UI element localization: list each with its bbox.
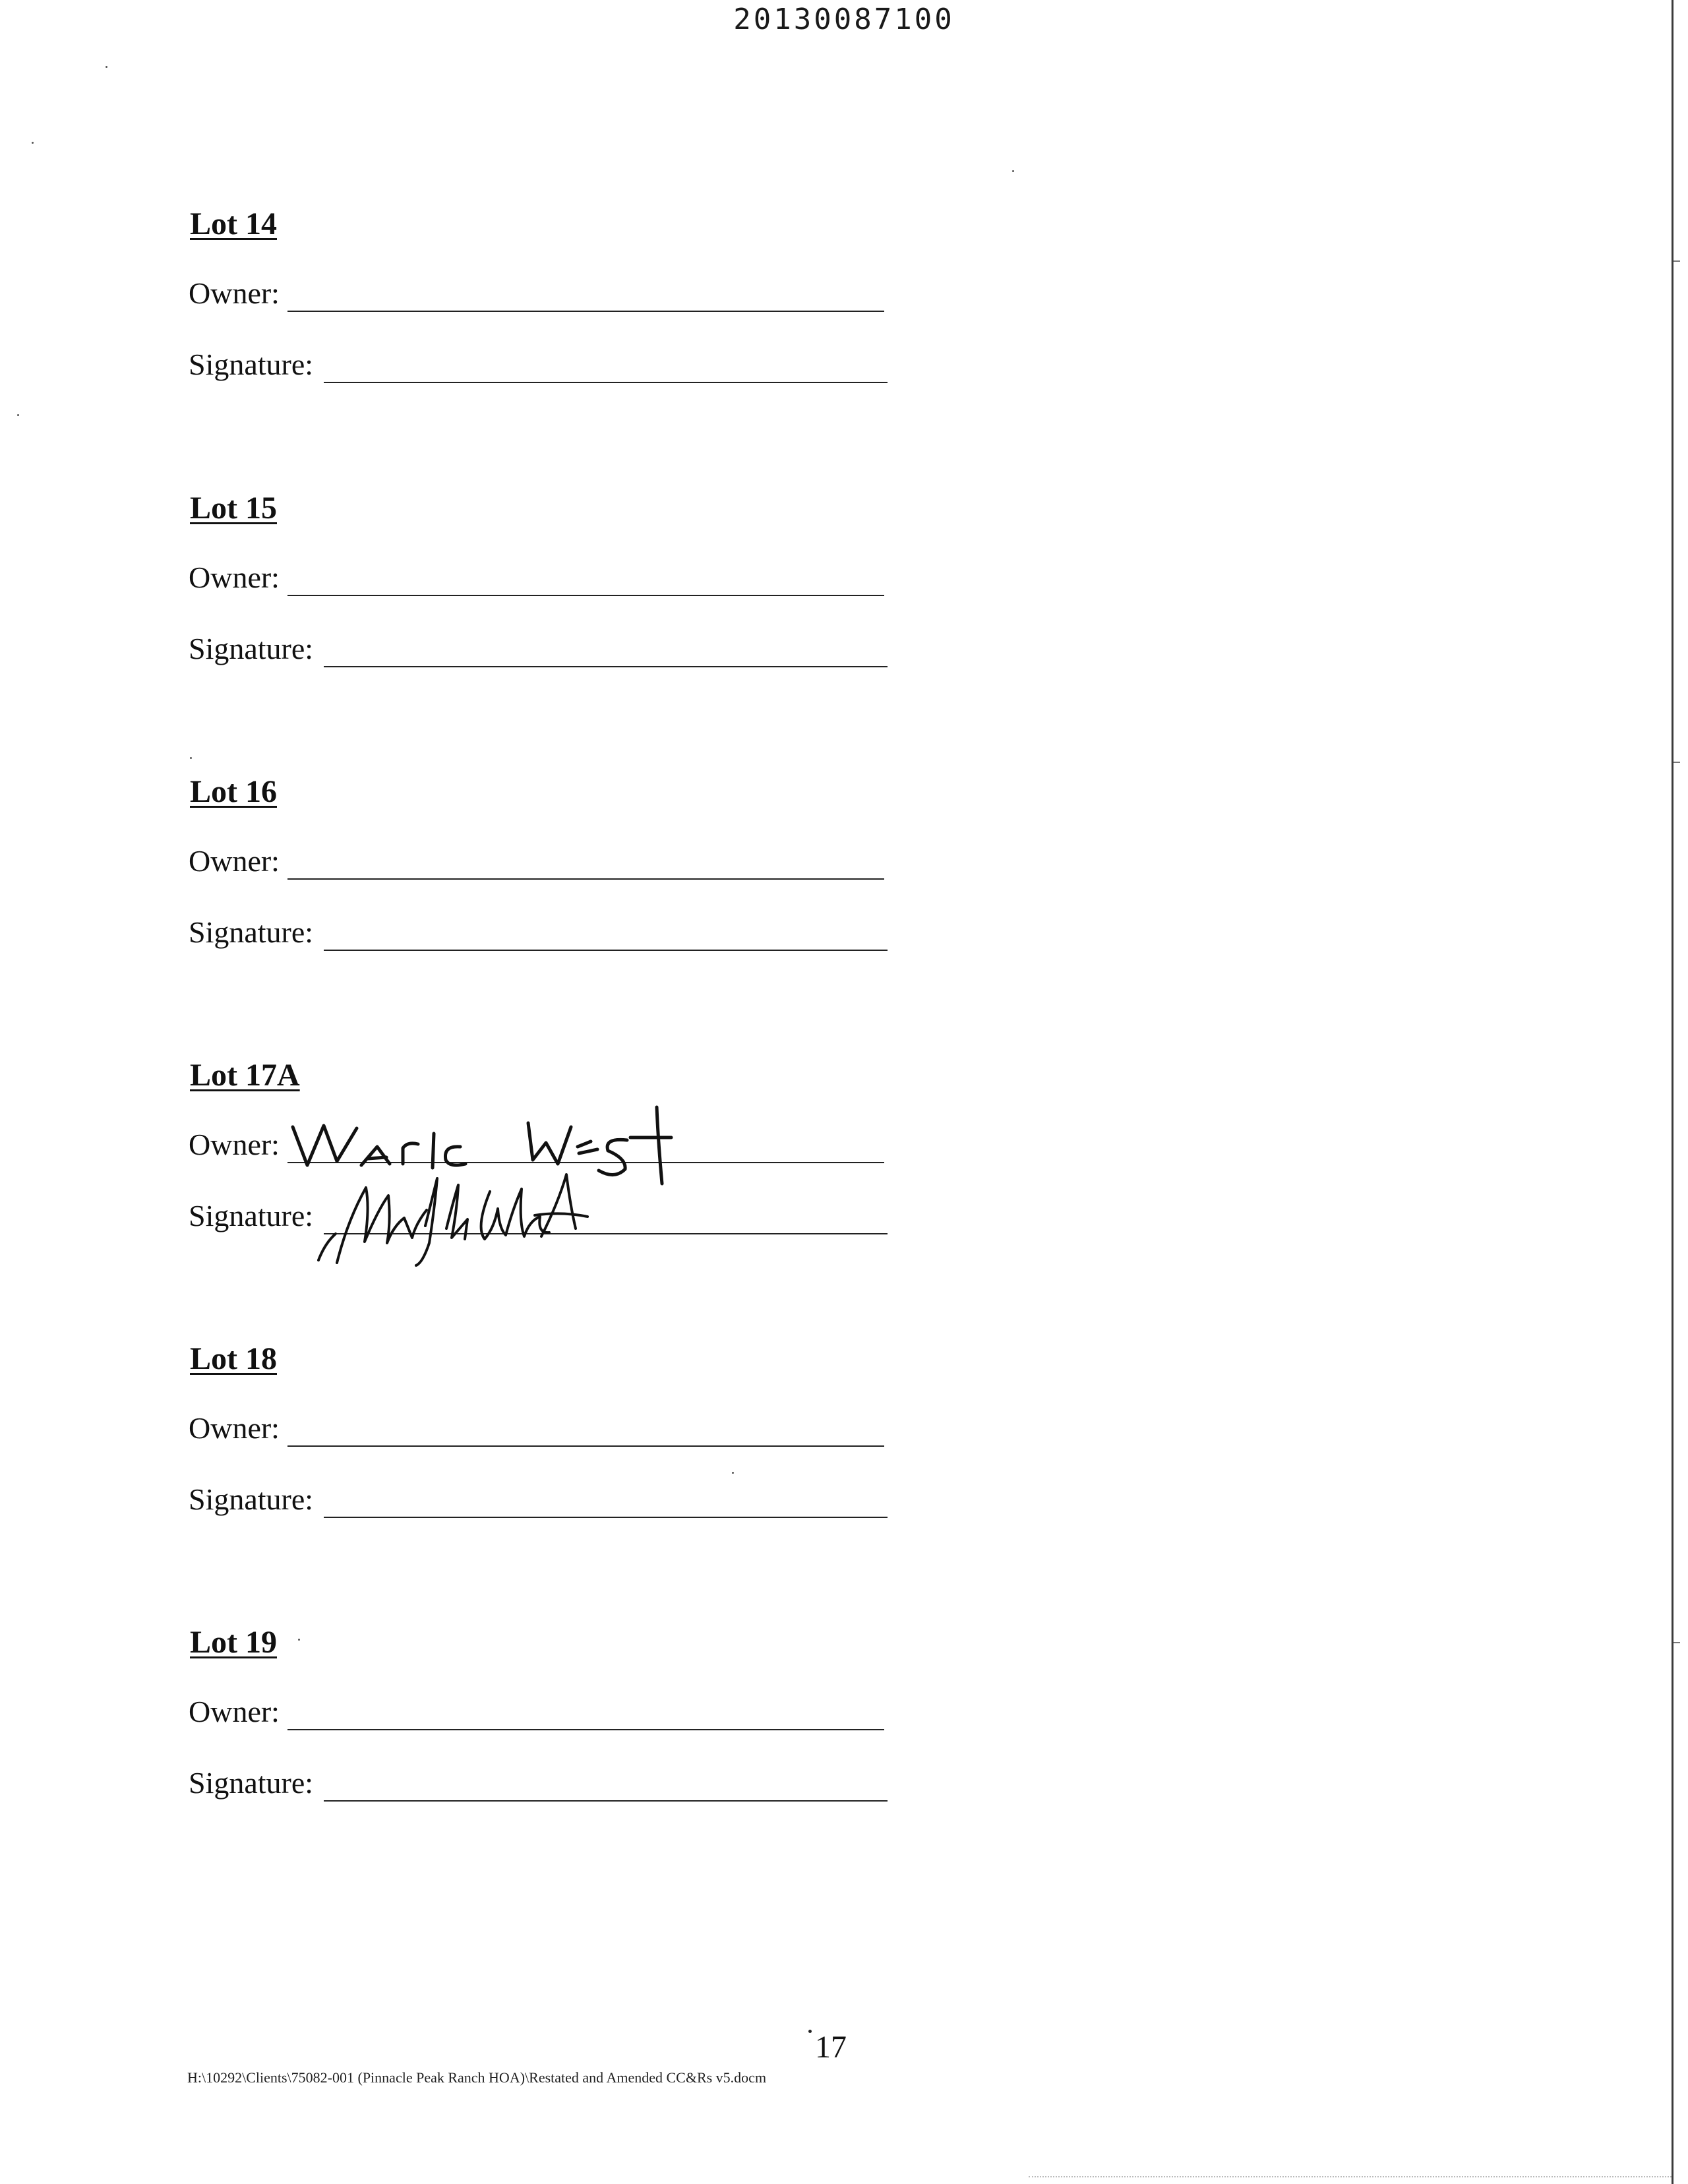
lot-block-15	[189, 490, 914, 708]
lot-block-18	[189, 1341, 914, 1558]
scan-speck	[1012, 170, 1014, 172]
signature-field[interactable]	[324, 950, 888, 951]
page-right-edge	[1672, 0, 1673, 2184]
owner-label: Owner:	[189, 844, 280, 878]
file-path-footer: H:\10292\Clients\75082-001 (Pinnacle Peak Ranch HOA)\Restated and Amended CC&Rs v5.docm	[187, 2069, 767, 2086]
scan-speck	[106, 66, 107, 68]
signature-label: Signature:	[189, 1766, 314, 1800]
edge-mark	[1673, 260, 1680, 262]
signature-label: Signature:	[189, 632, 314, 665]
owner-field[interactable]	[287, 595, 884, 596]
signature-label: Signature:	[189, 348, 314, 381]
page-number-dot	[808, 2030, 812, 2033]
lot-title: Lot 19	[190, 1625, 277, 1660]
edge-mark	[1673, 762, 1680, 763]
lot-title: Lot 17A	[190, 1058, 300, 1093]
handwritten-signature	[317, 1169, 594, 1265]
signature-label: Signature:	[189, 1199, 314, 1232]
lot-block-17a	[189, 1057, 914, 1275]
lot-title: Lot 14	[190, 206, 277, 241]
owner-field[interactable]	[287, 311, 884, 312]
signature-field[interactable]	[324, 382, 888, 383]
lot-title: Lot 16	[190, 774, 277, 809]
owner-label: Owner:	[189, 561, 280, 594]
edge-mark	[1673, 1642, 1680, 1643]
page-bottom-edge	[1029, 2176, 1672, 2177]
signature-field[interactable]	[324, 1517, 888, 1518]
lot-block-16	[189, 774, 914, 991]
lot-title: Lot 18	[190, 1341, 277, 1376]
scan-speck	[190, 757, 192, 759]
lot-block-19	[189, 1624, 914, 1842]
scan-speck	[298, 1639, 300, 1641]
signature-label: Signature:	[189, 1482, 314, 1516]
page-number: 17	[815, 2030, 847, 2065]
scan-speck	[17, 414, 19, 416]
owner-label: Owner:	[189, 1411, 280, 1445]
scan-speck	[32, 142, 34, 144]
owner-field[interactable]	[287, 878, 884, 880]
owner-field[interactable]	[287, 1729, 884, 1730]
signature-label: Signature:	[189, 915, 314, 949]
owner-field[interactable]	[287, 1445, 884, 1447]
signature-field[interactable]	[324, 666, 888, 667]
signature-field[interactable]	[324, 1800, 888, 1802]
owner-label: Owner:	[189, 1695, 280, 1728]
lot-block-14	[189, 206, 914, 423]
owner-label: Owner:	[189, 276, 280, 310]
owner-label: Owner:	[189, 1128, 280, 1161]
document-number: 20130087100	[733, 3, 955, 36]
lot-title: Lot 15	[190, 491, 277, 526]
